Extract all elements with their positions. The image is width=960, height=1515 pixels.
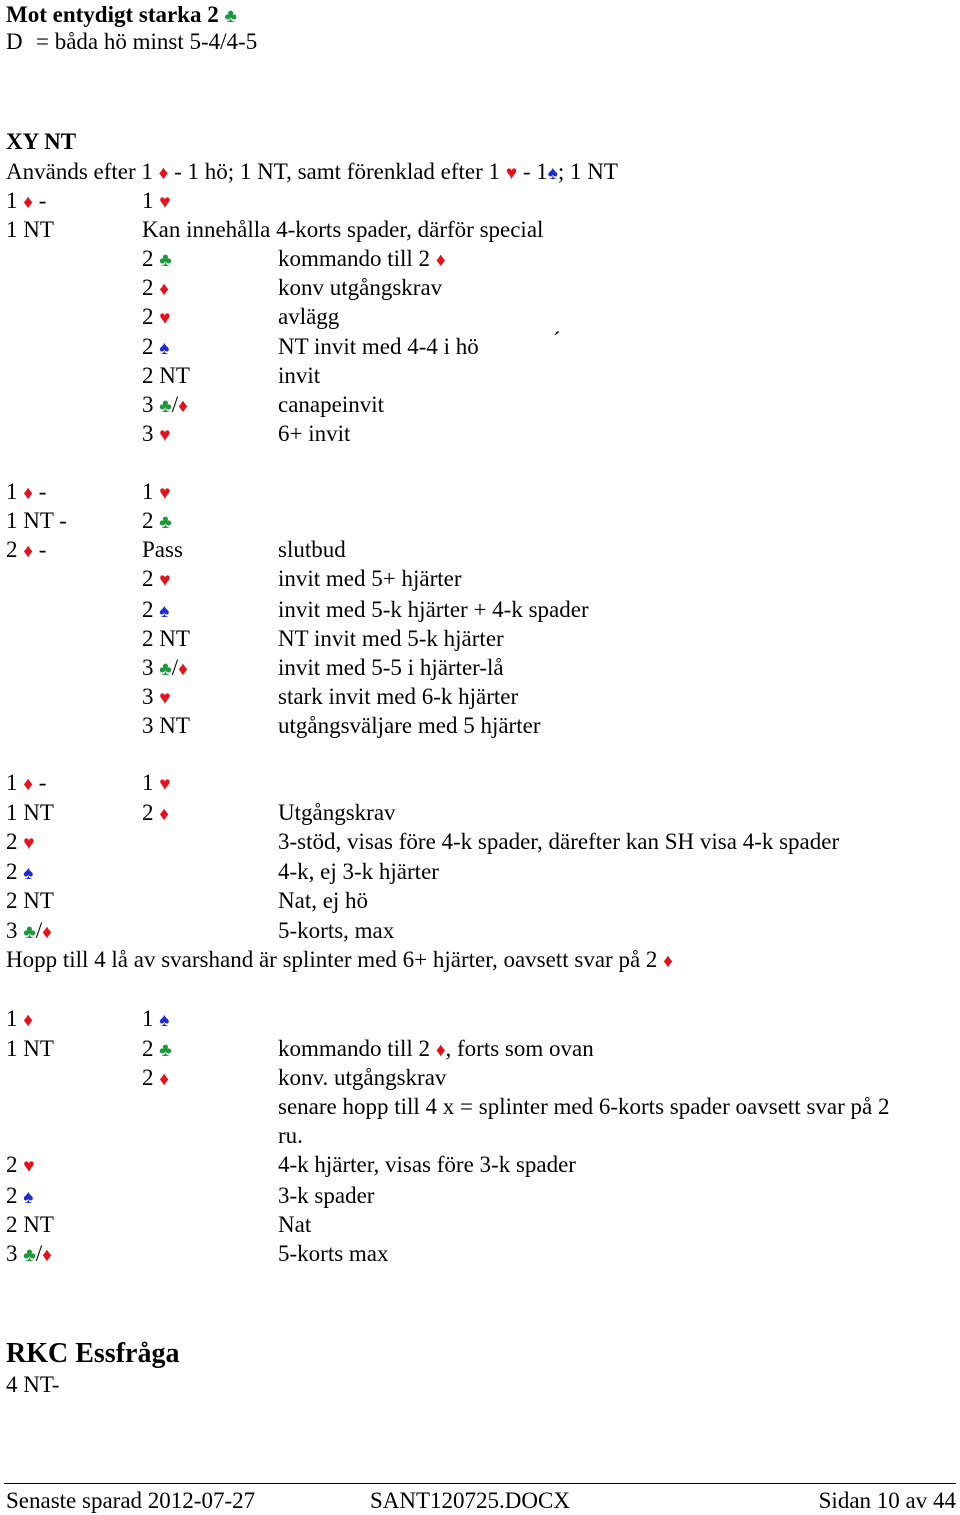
footer-filename: SANT120725.DOCX	[370, 1488, 570, 1513]
diamond-icon: ♦	[159, 279, 169, 300]
def-key: D	[6, 29, 23, 54]
club-icon: ♣	[159, 396, 172, 417]
spade-icon: ♠	[159, 1010, 170, 1031]
spade-icon: ♠	[23, 1187, 34, 1208]
heart-icon: ♥	[159, 688, 171, 709]
club-icon: ♣	[159, 250, 172, 271]
diamond-icon: ♦	[23, 483, 33, 504]
footer-page-number: Sidan 10 av 44	[818, 1488, 956, 1513]
club-icon: ♣	[224, 6, 237, 27]
club-icon: ♣	[159, 512, 172, 533]
diamond-icon: ♦	[178, 659, 188, 680]
diamond-icon: ♦	[663, 951, 673, 972]
heart-icon: ♥	[505, 163, 518, 184]
heart-icon: ♥	[159, 308, 171, 329]
spade-icon: ♠	[159, 601, 170, 622]
heart-icon: ♥	[159, 425, 171, 446]
def-text: = båda hö minst 5-4/4-5	[36, 29, 258, 54]
diamond-icon: ♦	[23, 192, 33, 213]
footer-divider	[4, 1483, 956, 1484]
heart-icon: ♥	[159, 774, 171, 795]
diamond-icon: ♦	[23, 541, 33, 562]
club-icon: ♣	[159, 1040, 172, 1061]
footer-saved-date: Senaste sparad 2012-07-27	[6, 1488, 256, 1513]
club-icon: ♣	[23, 1245, 36, 1266]
accent-mark: ´	[553, 328, 561, 353]
diamond-icon: ♦	[42, 922, 52, 943]
title-text: Mot entydigt starka 2	[6, 2, 219, 27]
diamond-icon: ♦	[435, 1040, 446, 1061]
diamond-icon: ♦	[23, 1010, 33, 1031]
club-icon: ♣	[159, 659, 172, 680]
spade-icon: ♠	[159, 338, 170, 359]
page-footer	[0, 1486, 960, 1515]
diamond-icon: ♦	[435, 250, 446, 271]
diamond-icon: ♦	[42, 1245, 52, 1266]
club-icon: ♣	[23, 922, 36, 943]
diamond-icon: ♦	[159, 804, 169, 825]
diamond-icon: ♦	[158, 163, 169, 184]
heart-icon: ♥	[159, 483, 171, 504]
diamond-icon: ♦	[178, 396, 188, 417]
heart-icon: ♥	[23, 833, 35, 854]
diamond-icon: ♦	[23, 774, 33, 795]
spade-icon: ♠	[23, 863, 34, 884]
heart-icon: ♥	[159, 192, 171, 213]
spade-icon: ♠	[547, 163, 558, 184]
heart-icon: ♥	[23, 1156, 35, 1177]
heart-icon: ♥	[159, 570, 171, 591]
diamond-icon: ♦	[159, 1069, 169, 1090]
